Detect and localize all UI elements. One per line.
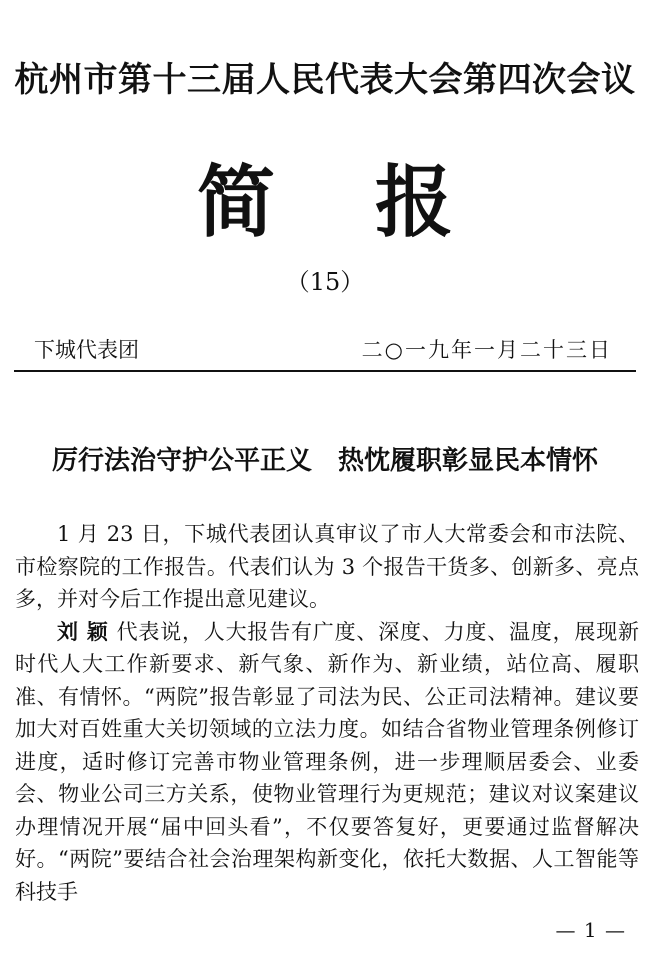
page-number: — 1 — <box>555 918 626 942</box>
delegation-name: 下城代表团 <box>34 338 139 362</box>
issue-date: 二○一九年一月二十三日 <box>361 338 612 362</box>
article-body <box>15 518 639 908</box>
paragraph-intro: 1 月 23 日，下城代表团认真审议了市人大常委会和市法院、市检察院的工作报告。代表们认为 3 个报告干货多、创新多、亮点多，并对今后工作提出意见建议。 <box>15 522 639 611</box>
header-divider <box>14 370 636 372</box>
headline-part-2: 热忱履职彰显民本情怀 <box>338 446 599 476</box>
bulletin-title-char-2: 报 <box>375 158 454 248</box>
bulletin-title-char-1: 简 <box>196 158 275 248</box>
paragraph-speaker-remarks <box>15 616 639 909</box>
speaker-remarks-text: 代表说，人大报告有广度、深度、力度、温度，展现新时代人大工作新要求、新气象、新作为、新业绩，站位高、履职准、有情怀。“两院”报告彰显了司法为民、公正司法精神。建议要加大对百姓重大关切领域的立法力度。如结合省物业管理条例修订进度，适时修订完善市物业管理条例，进一步理顺居委会、业委会、物业公司三方关系，使物业管理行为更规范；建议对议案建议办理情况开展“届中回头看”，不仅要答复好，更要通过监督解决好。“两院”要结合社会治理架构新变化，依托大数据、人工智能等科技手 <box>15 619 640 904</box>
speaker-name: 刘颖 <box>57 619 117 644</box>
issue-number: （15） <box>285 268 365 296</box>
bulletin-title <box>0 140 650 252</box>
headline-part-1: 厉行法治守护公平正义 <box>51 446 312 476</box>
conference-title: 杭州市第十三届人民代表大会第四次会议 <box>14 60 636 100</box>
article-headline <box>0 440 650 477</box>
